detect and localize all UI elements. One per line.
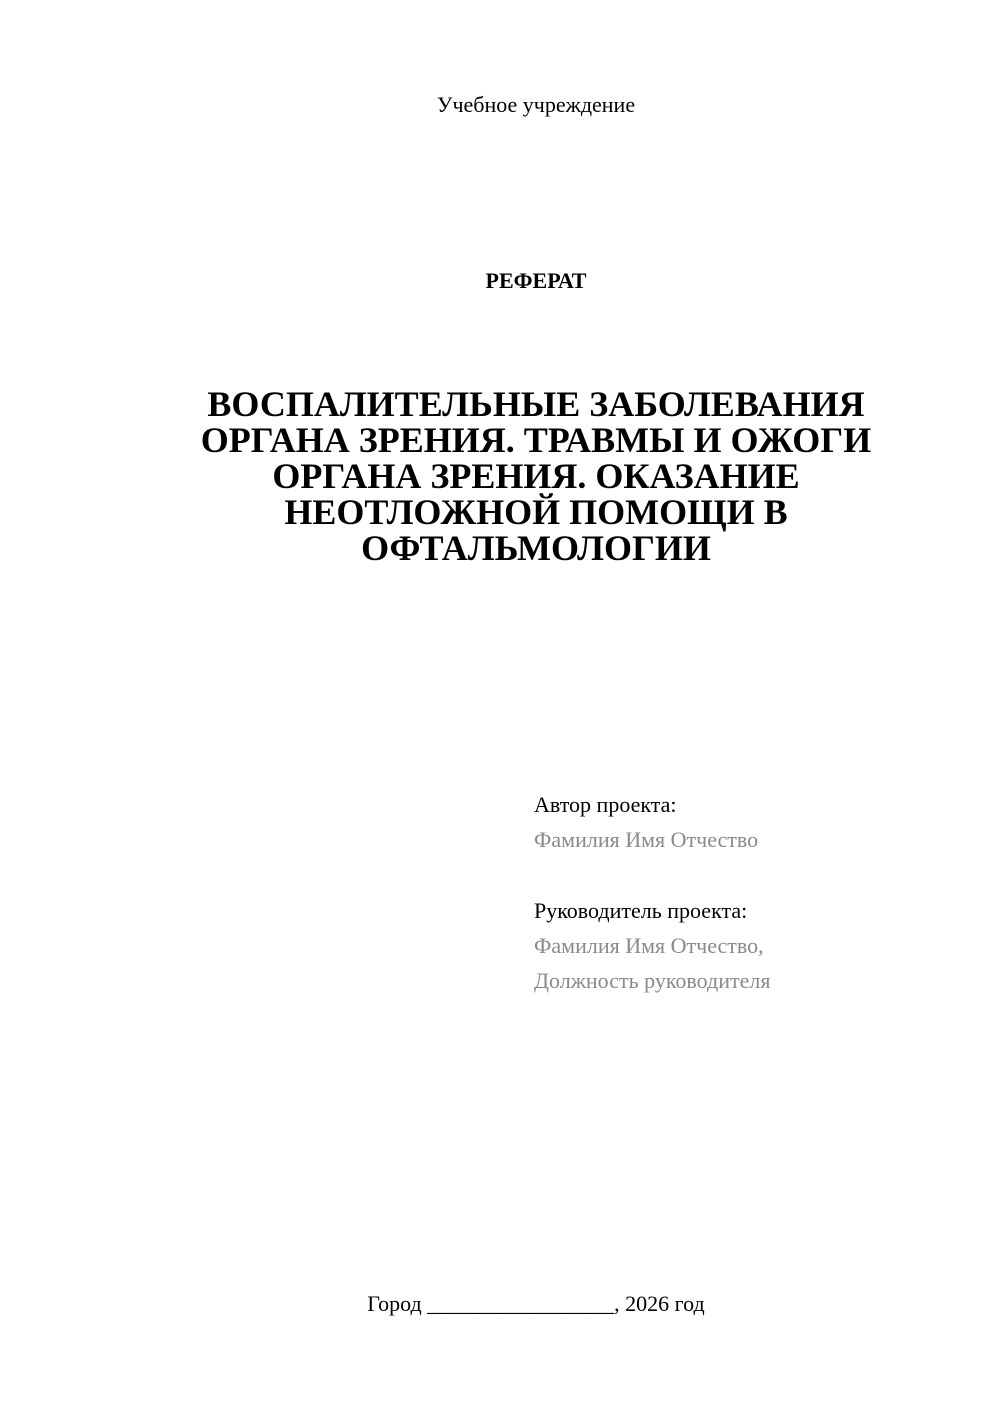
institution-name: Учебное учреждение: [436, 92, 636, 117]
author-name: Фамилия Имя Отчество: [534, 827, 759, 852]
spacer: [534, 857, 974, 893]
document-title: ВОСПАЛИТЕЛЬНЫЕ ЗАБОЛЕВАНИЯ ОРГАНА ЗРЕНИЯ. ТРАВМЫ И ОЖОГИ ОРГАНА ЗРЕНИЯ. ОКАЗАНИЕ НЕОТЛОЖНОЙ ПОМОЩИ В ОФТАЛЬМОЛОГИИ: [200, 384, 872, 568]
author-block: [534, 787, 974, 998]
supervisor-position: Должность руководителя: [534, 968, 771, 993]
supervisor-name: Фамилия Имя Отчество,: [534, 933, 764, 958]
author-label: Автор проекта:: [534, 792, 677, 817]
supervisor-label: Руководитель проекта:: [534, 898, 748, 923]
document-type: РЕФЕРАТ: [485, 268, 587, 293]
city-year-line: Город _________________, 2026 год: [367, 1291, 705, 1316]
